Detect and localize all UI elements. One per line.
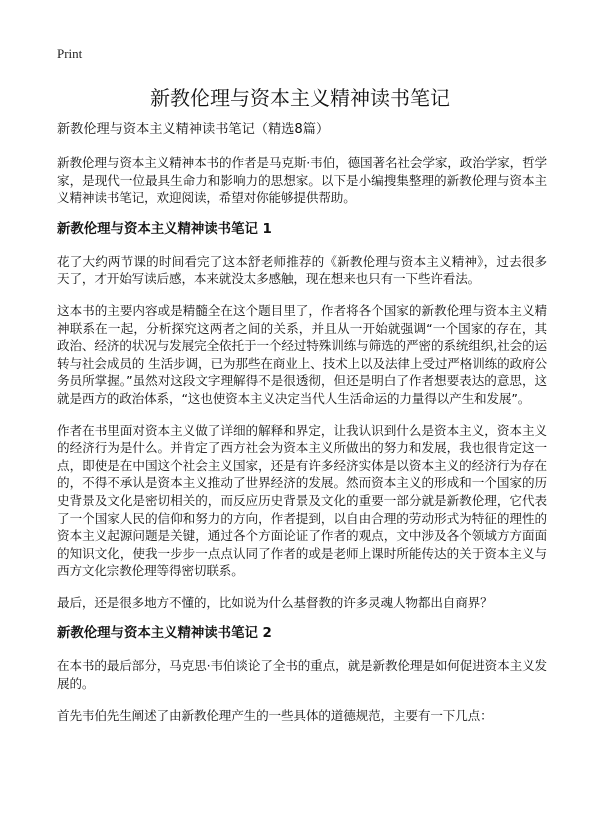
document-title: 新教伦理与资本主义精神读书笔记 — [150, 86, 450, 110]
section-1-paragraph-1: 花了大约两节课的时间看完了这本舒老师推荐的《新教伦理与资本主义精神》，过去很多天了，才开始写读后感，本来就没太多感触，现在想来也只有一下些许看法。 — [57, 253, 547, 287]
section-1-heading: 新教伦理与资本主义精神读书笔记 1 — [57, 221, 272, 237]
section-2-paragraph-1: 在本书的最后部分，马克思·韦伯谈论了全书的重点，就是新教伦理是如何促进资本主义发展的。 — [57, 658, 547, 692]
section-1-paragraph-3: 作者在书里面对资本主义做了详细的解释和界定，让我认识到什么是资本主义，资本主义的经济行为是什么。并肯定了西方社会为资本主义所做出的努力和发展，我也很肯定这一点，即使是在中国这个社会主义国家，还是有许多经济实体是以资本主义的经济行为存在的，不得不承认是资本主义推动了世界经济的发展。然而资本主义的形成和一个国家的历史背景及文化是密切相关的，而反应历史背景及文化的重要一部分就是新教伦理，它代表了一个国家人民的信仰和努力的方向，作者提到，以自由合理的劳动形式为特征的理性的资本主义起源问题是关键，通过各个方面论证了作者的观点，文中涉及各个领域方方面面的知识文化，使我一步步一点点认同了作者的或是老师上课时所能传达的关于资本主义与西方文化宗教伦理等得密切联系。 — [57, 422, 547, 579]
document-body — [57, 121, 547, 738]
document-subtitle: 新教伦理与资本主义精神读书笔记（精选8篇） — [57, 122, 330, 137]
intro-paragraph: 新教伦理与资本主义精神本书的作者是马克斯·韦伯，德国著名社会学家，政治学家，哲学家，是现代一位最具生命力和影响力的思想家。以下是小编搜集整理的新教伦理与资本主义精神读书笔记，欢迎阅读，希望对你能够提供帮助。 — [57, 155, 547, 206]
section-1-paragraph-2: 这本书的主要内容或是精髓全在这个题目里了，作者将各个国家的新教伦理与资本主义精神联系在一起，分析探究这两者之间的关系，并且从一开始就强调“一个国家的存在，其政治、经济的状况与发展完全依托于一个经过特殊训练与筛选的严密的系统组织,社会的运转与社会成员的 生活步调，已为那些在商业上、技术上以及法律上受过严格训练的政府公务员所掌握。”虽然对这段文字理解得不是很透彻，但还是明白了作者想要表达的意思，这就是西方的政治体系，“这也使资本主义决定当代人生活命运的力量得以产生和发展”。 — [57, 302, 547, 406]
section-1-paragraph-4: 最后，还是很多地方不懂的，比如说为什么基督教的许多灵魂人物都出自商界？ — [57, 594, 493, 610]
section-2-paragraph-2: 首先韦伯先生阐述了由新教伦理产生的一些具体的道德规范，主要有一下几点： — [57, 707, 493, 723]
section-2-heading: 新教伦理与资本主义精神读书笔记 2 — [57, 626, 272, 642]
print-link[interactable]: Print — [57, 46, 83, 61]
